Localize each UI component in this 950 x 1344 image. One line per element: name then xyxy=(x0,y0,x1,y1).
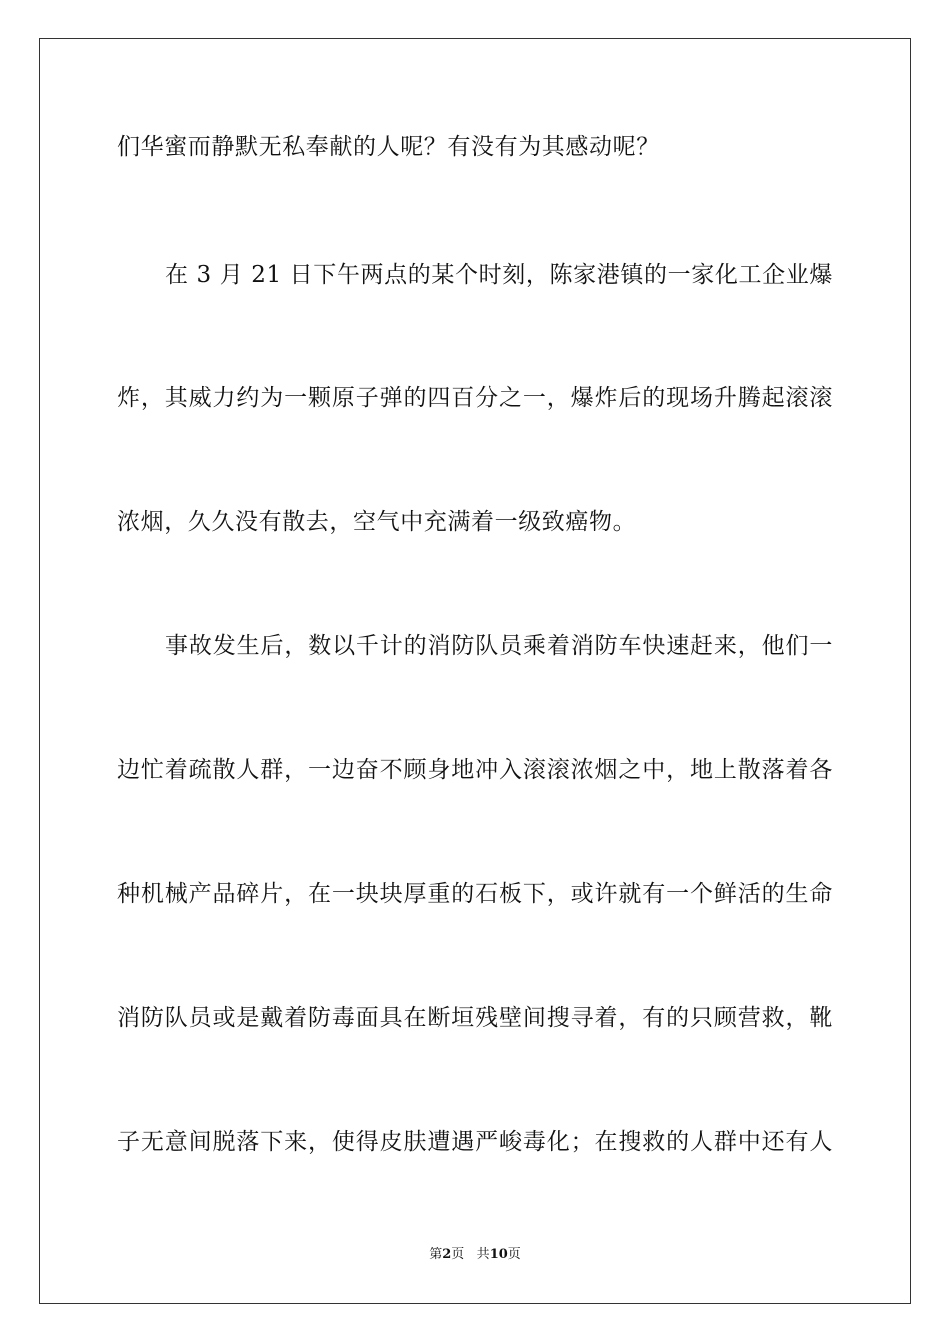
text-line-6: 边忙着疏散人群，一边奋不顾身地冲入滚滚浓烟之中，地上散落着各 xyxy=(117,757,833,783)
text-line-7: 种机械产品碎片，在一块块厚重的石板下，或许就有一个鲜活的生命 xyxy=(117,881,833,907)
text-line-1: 们华蜜而静默无私奉献的人呢？有没有为其感动呢？ xyxy=(117,134,660,160)
page-border xyxy=(39,38,911,1304)
text-line-2: 在 3 月 21 日下午两点的某个时刻，陈家港镇的一家化工企业爆 xyxy=(165,262,833,288)
text-line-4: 浓烟，久久没有散去，空气中充满着一级致癌物。 xyxy=(117,509,637,535)
text-line-8: 消防队员或是戴着防毒面具在断垣残壁间搜寻着，有的只顾营救，靴 xyxy=(117,1005,833,1031)
total-prefix: 共 xyxy=(476,1247,490,1262)
page-total: 10 xyxy=(489,1247,508,1262)
total-suffix: 页 xyxy=(507,1247,521,1262)
page-prefix: 第 xyxy=(429,1247,443,1262)
text-line-3: 炸，其威力约为一颗原子弹的四百分之一，爆炸后的现场升腾起滚滚 xyxy=(117,385,833,411)
text-line-9: 子无意间脱落下来，使得皮肤遭遇严峻毒化；在搜救的人群中还有人 xyxy=(117,1129,833,1155)
text-line-5: 事故发生后，数以千计的消防队员乘着消防车快速赶来，他们一 xyxy=(165,633,833,659)
page-current: 2 xyxy=(442,1247,452,1262)
page-suffix: 页 xyxy=(451,1247,465,1262)
page-footer xyxy=(0,1246,950,1264)
